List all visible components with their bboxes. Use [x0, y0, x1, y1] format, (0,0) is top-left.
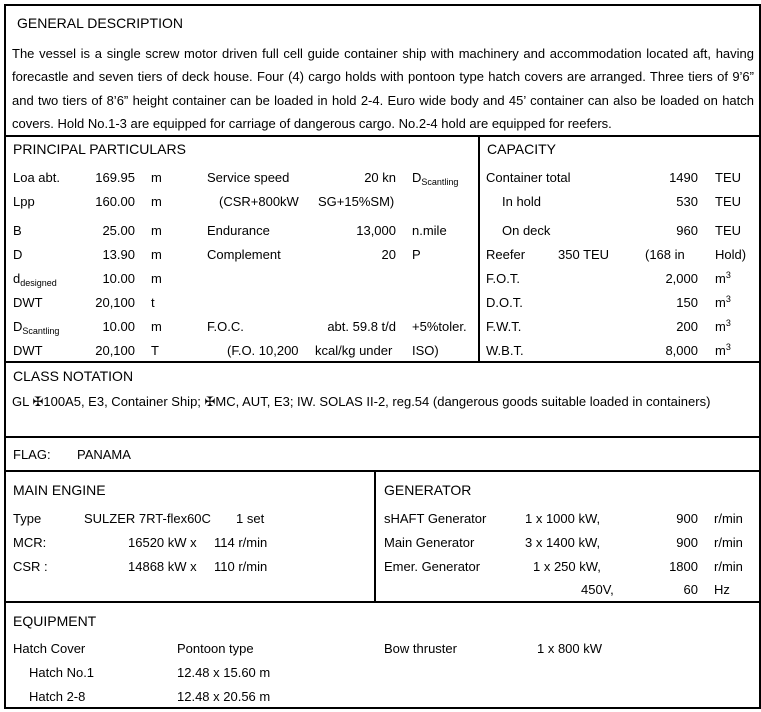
- in-hold-unit: TEU: [715, 194, 741, 209]
- d-designed-label: $d_{designed}$: [13, 271, 57, 288]
- complement-value: 20: [381, 247, 396, 262]
- d-scantling-value: 10.00: [102, 319, 135, 334]
- generator-voltage: 450V,: [581, 582, 614, 597]
- reefer-label: Reefer: [486, 247, 526, 262]
- fwt-unit: $m^3$: [715, 318, 731, 334]
- fot-label: F.O.T.: [486, 271, 520, 286]
- d-designed-unit: m: [151, 271, 162, 286]
- loa-value: 169.95: [95, 170, 135, 185]
- main-engine-title: MAIN ENGINE: [13, 482, 106, 498]
- service-speed-label: Service speed: [207, 170, 290, 185]
- divider-equipment: [4, 601, 759, 603]
- flag-label: FLAG:: [13, 447, 51, 462]
- loa-label: Loa abt.: [13, 170, 60, 185]
- b-value: 25.00: [102, 223, 135, 238]
- csr-label: CSR :: [13, 559, 48, 574]
- fo-right: ISO): [412, 343, 439, 358]
- reefer-hold: Hold): [715, 247, 747, 262]
- hatch-2-8-label: Hatch 2-8: [29, 689, 86, 704]
- on-deck-value: 960: [676, 223, 698, 238]
- dwt-unit: t: [151, 295, 155, 310]
- divider-engine: [4, 470, 759, 472]
- bow-thruster-label: Bow thruster: [384, 641, 457, 656]
- main-generator-rpm: 900: [676, 535, 698, 550]
- endurance-value: 13,000: [356, 223, 396, 238]
- complement-label: Complement: [207, 247, 281, 262]
- lpp-label: Lpp: [13, 194, 35, 209]
- csr-left: (CSR+800kW: [219, 194, 299, 209]
- main-generator-label: Main Generator: [384, 535, 475, 550]
- emer-generator-rpm: 1800: [669, 559, 698, 574]
- class-notation-title: CLASS NOTATION: [13, 368, 134, 384]
- complement-unit: P: [412, 247, 421, 262]
- fwt-label: F.W.T.: [486, 319, 522, 334]
- container-total-unit: TEU: [715, 170, 741, 185]
- d-value: 13.90: [102, 247, 135, 262]
- hatch-cover-label: Hatch Cover: [13, 641, 86, 656]
- dwt-scantling-label: DWT: [13, 343, 43, 358]
- flag-value: PANAMA: [77, 447, 131, 462]
- fot-unit: $m^3$: [715, 270, 731, 286]
- csr-kw: 14868 kW x: [128, 559, 197, 574]
- in-hold-label: In hold: [502, 194, 542, 209]
- foc-tolerance: +5%toler.: [412, 319, 467, 334]
- engine-type-label: Type: [13, 511, 42, 526]
- hatch-cover-type: Pontoon type: [177, 641, 254, 656]
- csr-right: SG+15%SM): [318, 194, 395, 209]
- principal-title: PRINCIPAL PARTICULARS: [13, 141, 186, 157]
- wbt-value: 8,000: [665, 343, 698, 358]
- divider-engine-generator: [374, 470, 376, 601]
- emer-generator-qty: 1 x 250 kW,: [533, 559, 601, 574]
- wbt-unit: $m^3$: [715, 342, 731, 358]
- engine-type-qty: 1 set: [236, 511, 265, 526]
- shaft-generator-unit: r/min: [714, 511, 743, 526]
- d-designed-value: 10.00: [102, 271, 135, 286]
- class-notation-text: GL ✠100A5, E3, Container Ship; ✠MC, AUT, E3; IW. SOLAS II-2, reg.54 (dangerous goods suitable loaded in containers): [12, 394, 711, 409]
- mcr-kw: 16520 kW x: [128, 535, 197, 550]
- fwt-value: 200: [676, 319, 698, 334]
- endurance-label: Endurance: [207, 223, 270, 238]
- foc-label: F.O.C.: [207, 319, 244, 334]
- mcr-rpm: 114 r/min: [214, 535, 268, 550]
- divider-class: [4, 361, 759, 363]
- mcr-label: MCR:: [13, 535, 47, 550]
- fo-mid: kcal/kg under: [315, 343, 393, 358]
- d-scantling-label: $D_{Scantling}$: [13, 319, 60, 336]
- shaft-generator-rpm: 900: [676, 511, 698, 526]
- hatch-no1-label: Hatch No.1: [29, 665, 95, 680]
- container-total-label: Container total: [486, 170, 571, 185]
- d-label: D: [13, 247, 23, 262]
- on-deck-label: On deck: [502, 223, 551, 238]
- container-total-value: 1490: [669, 170, 698, 185]
- foc-value: abt. 59.8 t/d: [327, 319, 396, 334]
- d-unit: m: [151, 247, 162, 262]
- in-hold-value: 530: [676, 194, 698, 209]
- generator-hz-value: 60: [683, 582, 698, 597]
- hatch-no1-value: 12.48 x 15.60 m: [177, 665, 271, 680]
- lpp-unit: m: [151, 194, 162, 209]
- bow-thruster-value: 1 x 800 kW: [537, 641, 603, 656]
- reefer-paren: (168 in: [645, 247, 685, 262]
- divider-flag: [4, 436, 759, 438]
- wbt-label: W.B.T.: [486, 343, 524, 358]
- d-scantling-unit: m: [151, 319, 162, 334]
- csr-rpm: 110 r/min: [214, 559, 268, 574]
- dwt-scantling-unit: T: [151, 343, 159, 358]
- dwt-value: 20,100: [95, 295, 135, 310]
- general-title: GENERAL DESCRIPTION: [17, 15, 183, 31]
- dot-label: D.O.T.: [486, 295, 523, 310]
- service-speed-value: 20 kn: [364, 170, 396, 185]
- equipment-title: EQUIPMENT: [13, 613, 97, 629]
- d-scantling-header: $D_{Scantling}$: [412, 170, 459, 187]
- generator-title: GENERATOR: [384, 482, 472, 498]
- endurance-unit: n.mile: [412, 223, 447, 238]
- generator-hz-unit: Hz: [714, 582, 730, 597]
- dot-value: 150: [676, 295, 698, 310]
- fo-left: (F.O. 10,200: [227, 343, 299, 358]
- dot-unit: $m^3$: [715, 294, 731, 310]
- fot-value: 2,000: [665, 271, 698, 286]
- dwt-label: DWT: [13, 295, 43, 310]
- lpp-value: 160.00: [95, 194, 135, 209]
- shaft-generator-qty: 1 x 1000 kW,: [525, 511, 601, 526]
- on-deck-unit: TEU: [715, 223, 741, 238]
- b-unit: m: [151, 223, 162, 238]
- dwt-scantling-value: 20,100: [95, 343, 135, 358]
- shaft-generator-label: sHAFT Generator: [384, 511, 487, 526]
- main-generator-unit: r/min: [714, 535, 743, 550]
- capacity-title: CAPACITY: [487, 141, 556, 157]
- general-description-text: The vessel is a single screw motor driven full cell guide container ship with machinery and accommodation located aft, having forecastle and seven tiers of deck house. Four (4) cargo holds with pontoon type hatch covers are arranged. Three tiers of 9’6” and two tiers of 8’6” height container can be loaded in hold 2-4. Euro wide body and 45’ container can also be loaded on hatch covers. Hold No.1-3 are equipped for carriage of dangerous cargo. No.2-4 hold are equipped for reefers.: [12, 46, 754, 132]
- main-generator-qty: 3 x 1400 kW,: [525, 535, 601, 550]
- engine-type-value: SULZER 7RT-flex60C: [84, 511, 211, 526]
- emer-generator-unit: r/min: [714, 559, 743, 574]
- divider-particulars-capacity: [478, 135, 480, 361]
- b-label: B: [13, 223, 22, 238]
- reefer-value: 350 TEU: [558, 247, 610, 262]
- hatch-2-8-value: 12.48 x 20.56 m: [177, 689, 271, 704]
- emer-generator-label: Emer. Generator: [384, 559, 481, 574]
- loa-unit: m: [151, 170, 162, 185]
